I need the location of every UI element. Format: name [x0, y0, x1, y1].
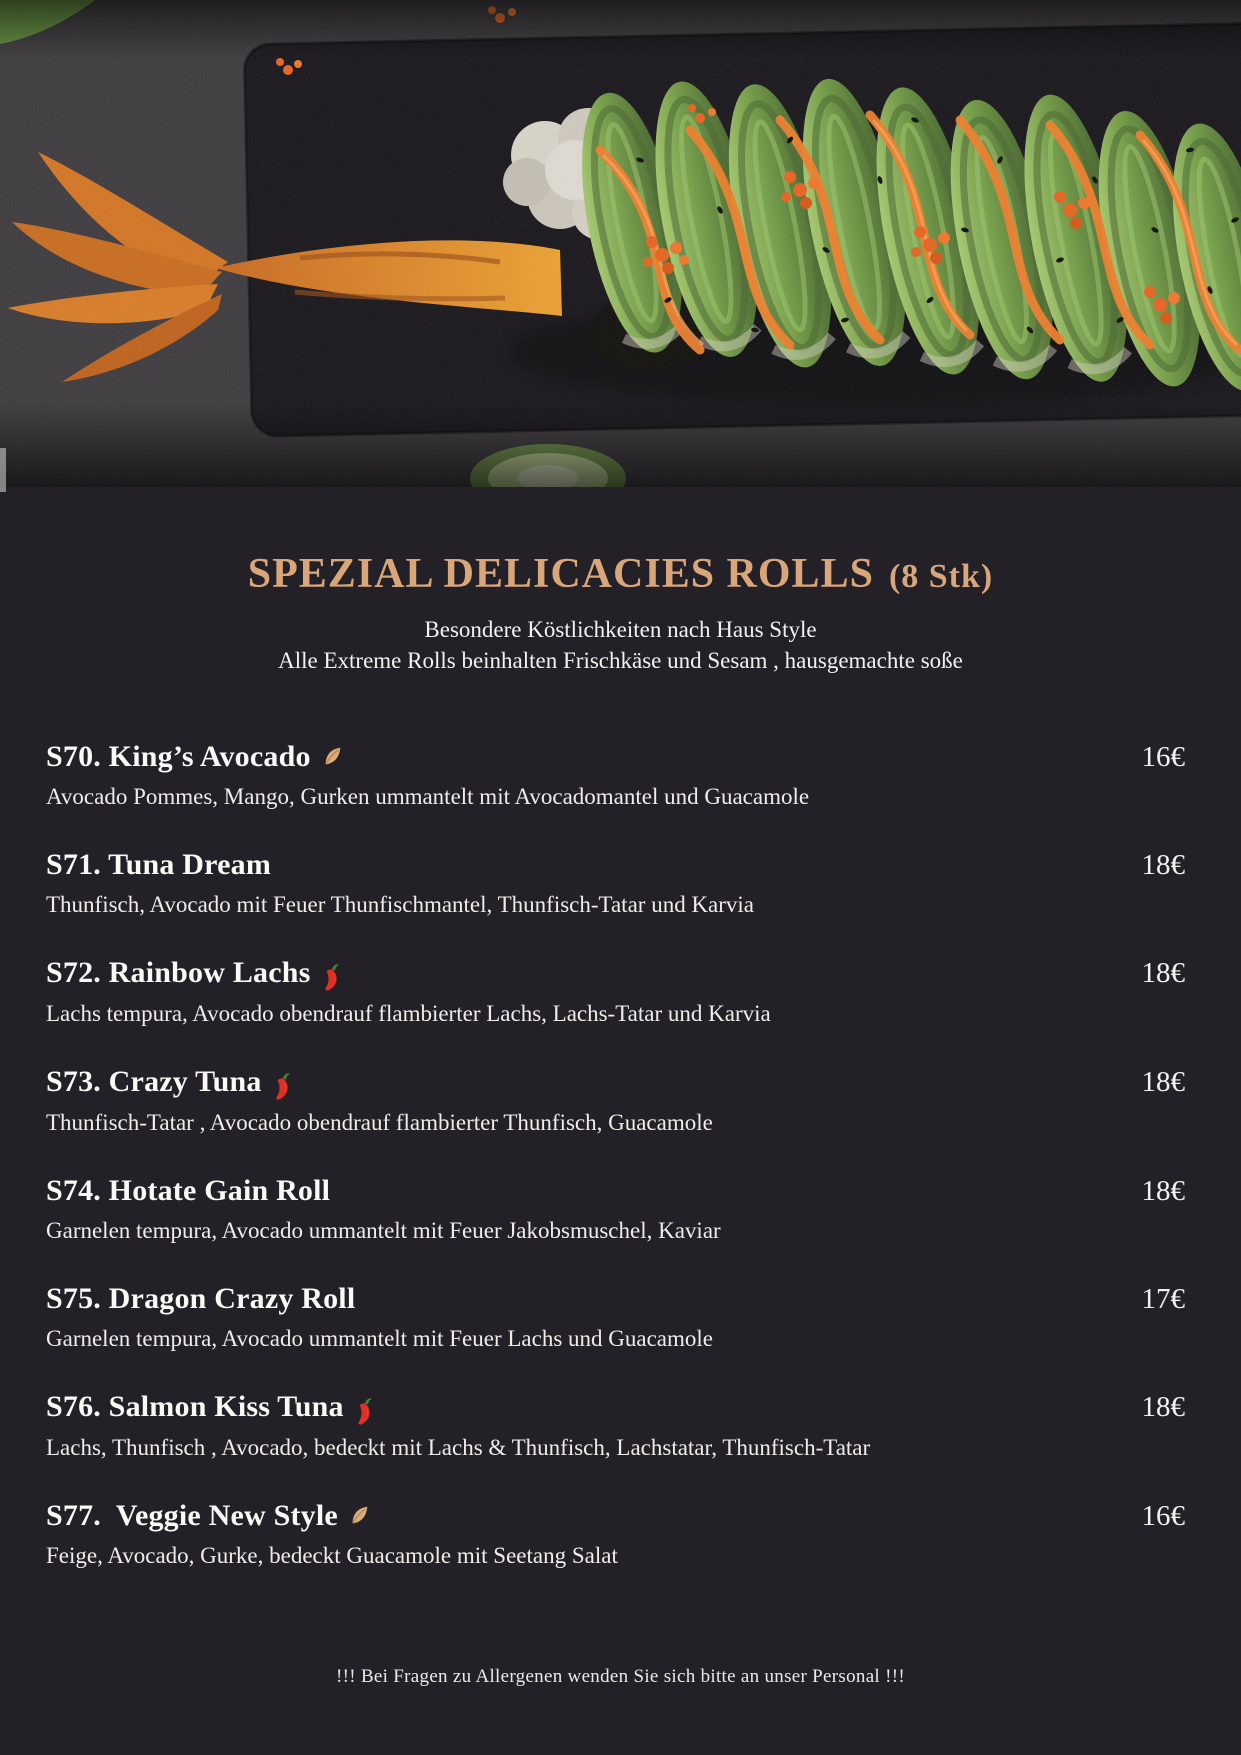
subtitle-line-1: Besondere Köstlichkeiten nach Haus Style [424, 617, 817, 642]
item-price: 16€ [1141, 741, 1185, 773]
section-title-text: SPEZIAL DELICACIES ROLLS [247, 551, 874, 597]
section-title [0, 550, 1241, 607]
item-title: S75. Dragon Crazy Roll [46, 1282, 356, 1315]
item-name [46, 738, 344, 776]
item-description: Thunfisch, Avocado mit Feuer Thunfischmantel, Thunfisch-Tatar und Karvia [46, 892, 755, 917]
item-name [46, 1063, 297, 1102]
item-title: S72. Rainbow Lachs [46, 956, 311, 989]
leaf-icon [347, 1504, 371, 1528]
section-subtitle [0, 614, 1241, 676]
item-title: S76. Salmon Kiss Tuna [46, 1390, 344, 1423]
menu-item [46, 1388, 1185, 1463]
item-description: Feige, Avocado, Gurke, bedeckt Guacamole mit Seetang Salat [46, 1543, 618, 1568]
item-description: Lachs tempura, Avocado obendrauf flambierter Lachs, Lachs-Tatar und Karvia [46, 1001, 771, 1026]
menu-list [46, 738, 1185, 1605]
menu-item [46, 1172, 1185, 1246]
sushi-photo-illustration [0, 0, 1241, 487]
item-title: S71. Tuna Dream [46, 848, 272, 881]
item-name [46, 954, 346, 993]
chili-icon [344, 1392, 380, 1428]
item-description: Lachs, Thunfisch , Avocado, bedeckt mit Lachs & Thunfisch, Lachstatar, Thunfisch-Tatar [46, 1435, 871, 1460]
item-description: Avocado Pommes, Mango, Gurken ummantelt mit Avocadomantel und Guacamole [46, 784, 810, 809]
item-price: 18€ [1141, 1175, 1185, 1207]
scan-artifact [0, 448, 6, 492]
menu-item [46, 1063, 1185, 1138]
subtitle-line-2: Alle Extreme Rolls beinhalten Frischkäse und Sesam , hausgemachte soße [278, 648, 963, 673]
item-price: 18€ [1141, 1066, 1185, 1098]
item-price: 17€ [1141, 1283, 1185, 1315]
menu-item [46, 846, 1185, 920]
item-description: Thunfisch-Tatar , Avocado obendrauf flambierter Thunfisch, Guacamole [46, 1110, 713, 1135]
section-title-portion: (8 Stk) [888, 558, 994, 595]
menu-item [46, 1280, 1185, 1354]
item-title: S77. Veggie New Style [46, 1499, 338, 1532]
item-name [46, 846, 271, 884]
item-title: S70. King’s Avocado [46, 740, 311, 773]
item-price: 18€ [1141, 957, 1185, 989]
hero-photo [0, 0, 1241, 487]
item-description: Garnelen tempura, Avocado ummantelt mit Feuer Lachs und Guacamole [46, 1326, 713, 1351]
leaf-icon [320, 745, 344, 769]
chili-icon [262, 1067, 298, 1103]
menu-item [46, 1497, 1185, 1571]
chili-icon [311, 958, 347, 994]
item-name [46, 1172, 330, 1210]
item-price: 18€ [1141, 1391, 1185, 1423]
item-name [46, 1497, 371, 1535]
allergen-note: !!! Bei Fragen zu Allergenen wenden Sie sich bitte an unser Personal !!! [336, 1666, 905, 1687]
item-price: 18€ [1141, 849, 1185, 881]
item-title: S73. Crazy Tuna [46, 1065, 262, 1098]
item-title: S74. Hotate Gain Roll [46, 1174, 331, 1207]
menu-item [46, 954, 1185, 1029]
item-price: 16€ [1141, 1500, 1185, 1532]
item-description: Garnelen tempura, Avocado ummantelt mit Feuer Jakobsmuschel, Kaviar [46, 1218, 721, 1243]
item-name [46, 1280, 355, 1318]
menu-item [46, 738, 1185, 812]
item-name [46, 1388, 379, 1427]
